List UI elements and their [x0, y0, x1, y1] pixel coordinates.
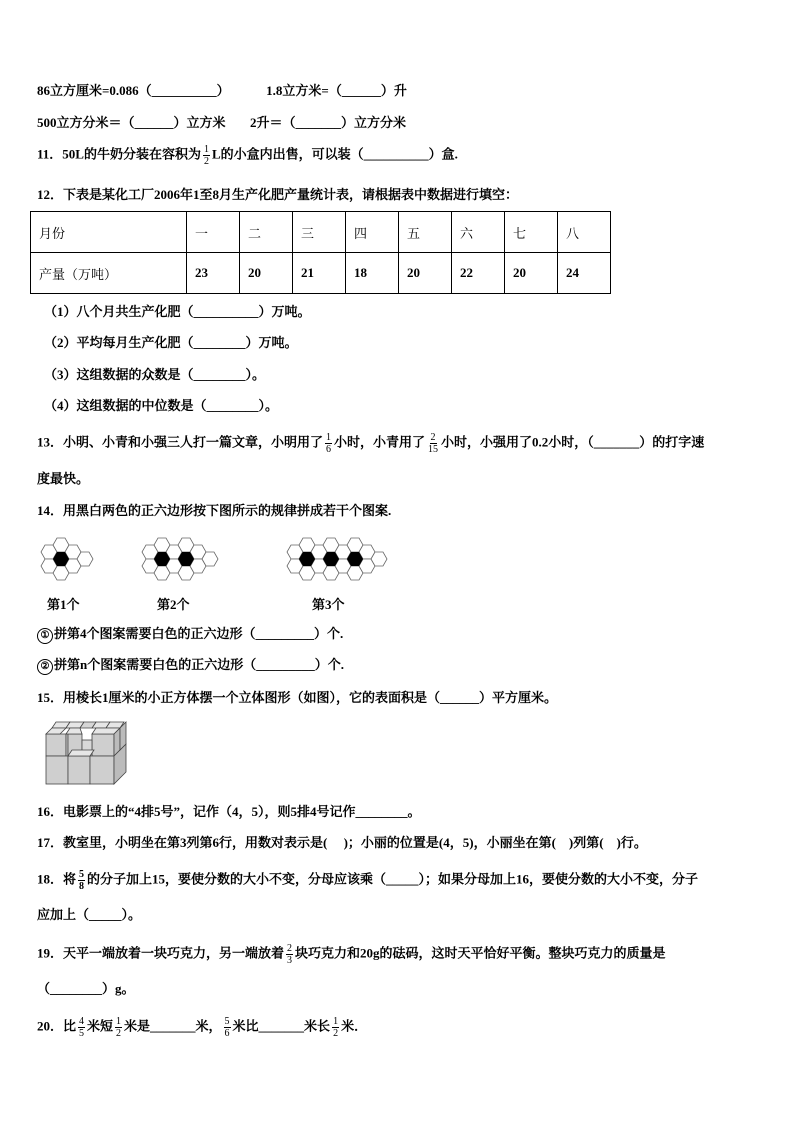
month-cell: 四 [346, 212, 399, 253]
question-12: 12．下表是某化工厂2006年1至8月生产化肥产量统计表，请根据表中数据进行填空： [37, 187, 519, 202]
q10-part-c: 500立方分米＝（______）立方米 [37, 115, 226, 130]
table-header-label: 月份 [31, 212, 187, 253]
circled-number-2: ② [37, 659, 53, 675]
table-header-row [31, 212, 611, 253]
month-cell: 八 [558, 212, 611, 253]
table-row-label: 产量（万吨） [31, 253, 187, 294]
question-18-cont: 应加上（_____）。 [37, 907, 142, 922]
fraction-one-half-b: $\frac{1}{2}$ [333, 1016, 339, 1039]
line-2 [37, 114, 406, 132]
question-19: 19．天平一端放着一块巧克力，另一端放着 $\frac{2}{3}$ 块巧克力和20g的砝码，这时天平恰好平衡。整块巧克力的质量是 [37, 943, 666, 966]
month-cell: 七 [505, 212, 558, 253]
line-1 [37, 82, 407, 100]
question-18: 18．将 $\frac{5}{8}$ 的分子加上15，要使分数的大小不变，分母应该乘（_____）；如果分母加上16，要使分数的大小不变，分子 [37, 869, 699, 892]
question-13-cont: 度最快。 [37, 471, 90, 486]
q12-sub-1: （1）八个月共生产化肥（__________）万吨。 [44, 304, 311, 319]
value-cell: 23 [187, 253, 240, 294]
q14-sub-2: ② 拼第n个图案需要白色的正六边形（_________）个. [37, 656, 344, 675]
caption-pattern-3: 第3个 [312, 597, 345, 612]
caption-pattern-1: 第1个 [47, 597, 80, 612]
hexagon-pattern-2 [138, 532, 228, 582]
question-11: 11．50L的牛奶分装在容积为 $\frac{1}{2}$ L的小盒内出售，可以装（__________）盒. [37, 144, 458, 167]
question-14: 14．用黑白两色的正六边形按下图所示的规律拼成若干个图案. [37, 503, 392, 518]
fraction-two-thirds: $\frac{2}{3}$ [287, 943, 293, 966]
question-17: 17．教室里，小明坐在第3列第6行，用数对表示是( )；小丽的位置是(4，5)，小丽坐在第( )列第( )行。 [37, 835, 647, 850]
fraction-one-half-a: $\frac{1}{2}$ [116, 1016, 122, 1039]
q14-sub-1: ① 拼第4个图案需要白色的正六边形（_________）个. [37, 625, 343, 644]
production-table [30, 211, 611, 294]
fraction-five-eighths: $\frac{5}{8}$ [79, 869, 85, 892]
value-cell: 21 [293, 253, 346, 294]
value-cell: 24 [558, 253, 611, 294]
month-cell: 一 [187, 212, 240, 253]
question-20: 20．比 $\frac{4}{5}$ 米短 $\frac{1}{2}$ 米是_______米， $\frac{5}{6}$ 米比_______米长 $\frac{1}{2}$ 米． [37, 1016, 368, 1039]
month-cell: 二 [240, 212, 293, 253]
value-cell: 22 [452, 253, 505, 294]
hexagon-pattern-1 [37, 532, 97, 582]
month-cell: 五 [399, 212, 452, 253]
fraction-one-sixth: $\frac{1}{6}$ [326, 432, 332, 455]
circled-number-1: ① [37, 628, 53, 644]
q10-part-b: 1.8立方米=（______）升 [266, 83, 407, 98]
month-cell: 六 [452, 212, 505, 253]
value-cell: 20 [505, 253, 558, 294]
caption-pattern-2: 第2个 [157, 597, 190, 612]
q10-part-a: 86立方厘米=0.086（__________） [37, 83, 230, 98]
q12-sub-4: （4）这组数据的中位数是（________）。 [44, 398, 279, 413]
month-cell: 三 [293, 212, 346, 253]
question-13: 13．小明、小青和小强三人打一篇文章，小明用了 $\frac{1}{6}$ 小时，小青用了 $\frac{2}{15}$ 小时，小强用了0.2小时，（_______）的打字速 [37, 432, 705, 455]
fraction-one-half: $\frac{1}{2}$ [203, 144, 209, 167]
hexagon-pattern-3 [283, 532, 405, 582]
cube-figure [40, 720, 132, 790]
q12-sub-3: （3）这组数据的众数是（________）。 [44, 367, 266, 382]
fraction-four-fifths: $\frac{4}{5}$ [79, 1016, 85, 1039]
table-value-row [31, 253, 611, 294]
question-19-cont: （________）g。 [37, 981, 135, 996]
q12-sub-2: （2）平均每月生产化肥（________）万吨。 [44, 335, 298, 350]
question-16: 16．电影票上的“4排5号”，记作（4，5），则5排4号记作________。 [37, 804, 421, 819]
fraction-five-sixths: $\frac{5}{6}$ [224, 1016, 230, 1039]
q10-part-d: 2升＝（_______）立方分米 [250, 115, 407, 130]
value-cell: 20 [240, 253, 293, 294]
value-cell: 18 [346, 253, 399, 294]
fraction-two-fifteenths: $\frac{2}{15}$ [428, 432, 439, 455]
value-cell: 20 [399, 253, 452, 294]
question-15: 15．用棱长1厘米的小正方体摆一个立体图形（如图），它的表面积是（______）平方厘米。 [37, 690, 558, 705]
